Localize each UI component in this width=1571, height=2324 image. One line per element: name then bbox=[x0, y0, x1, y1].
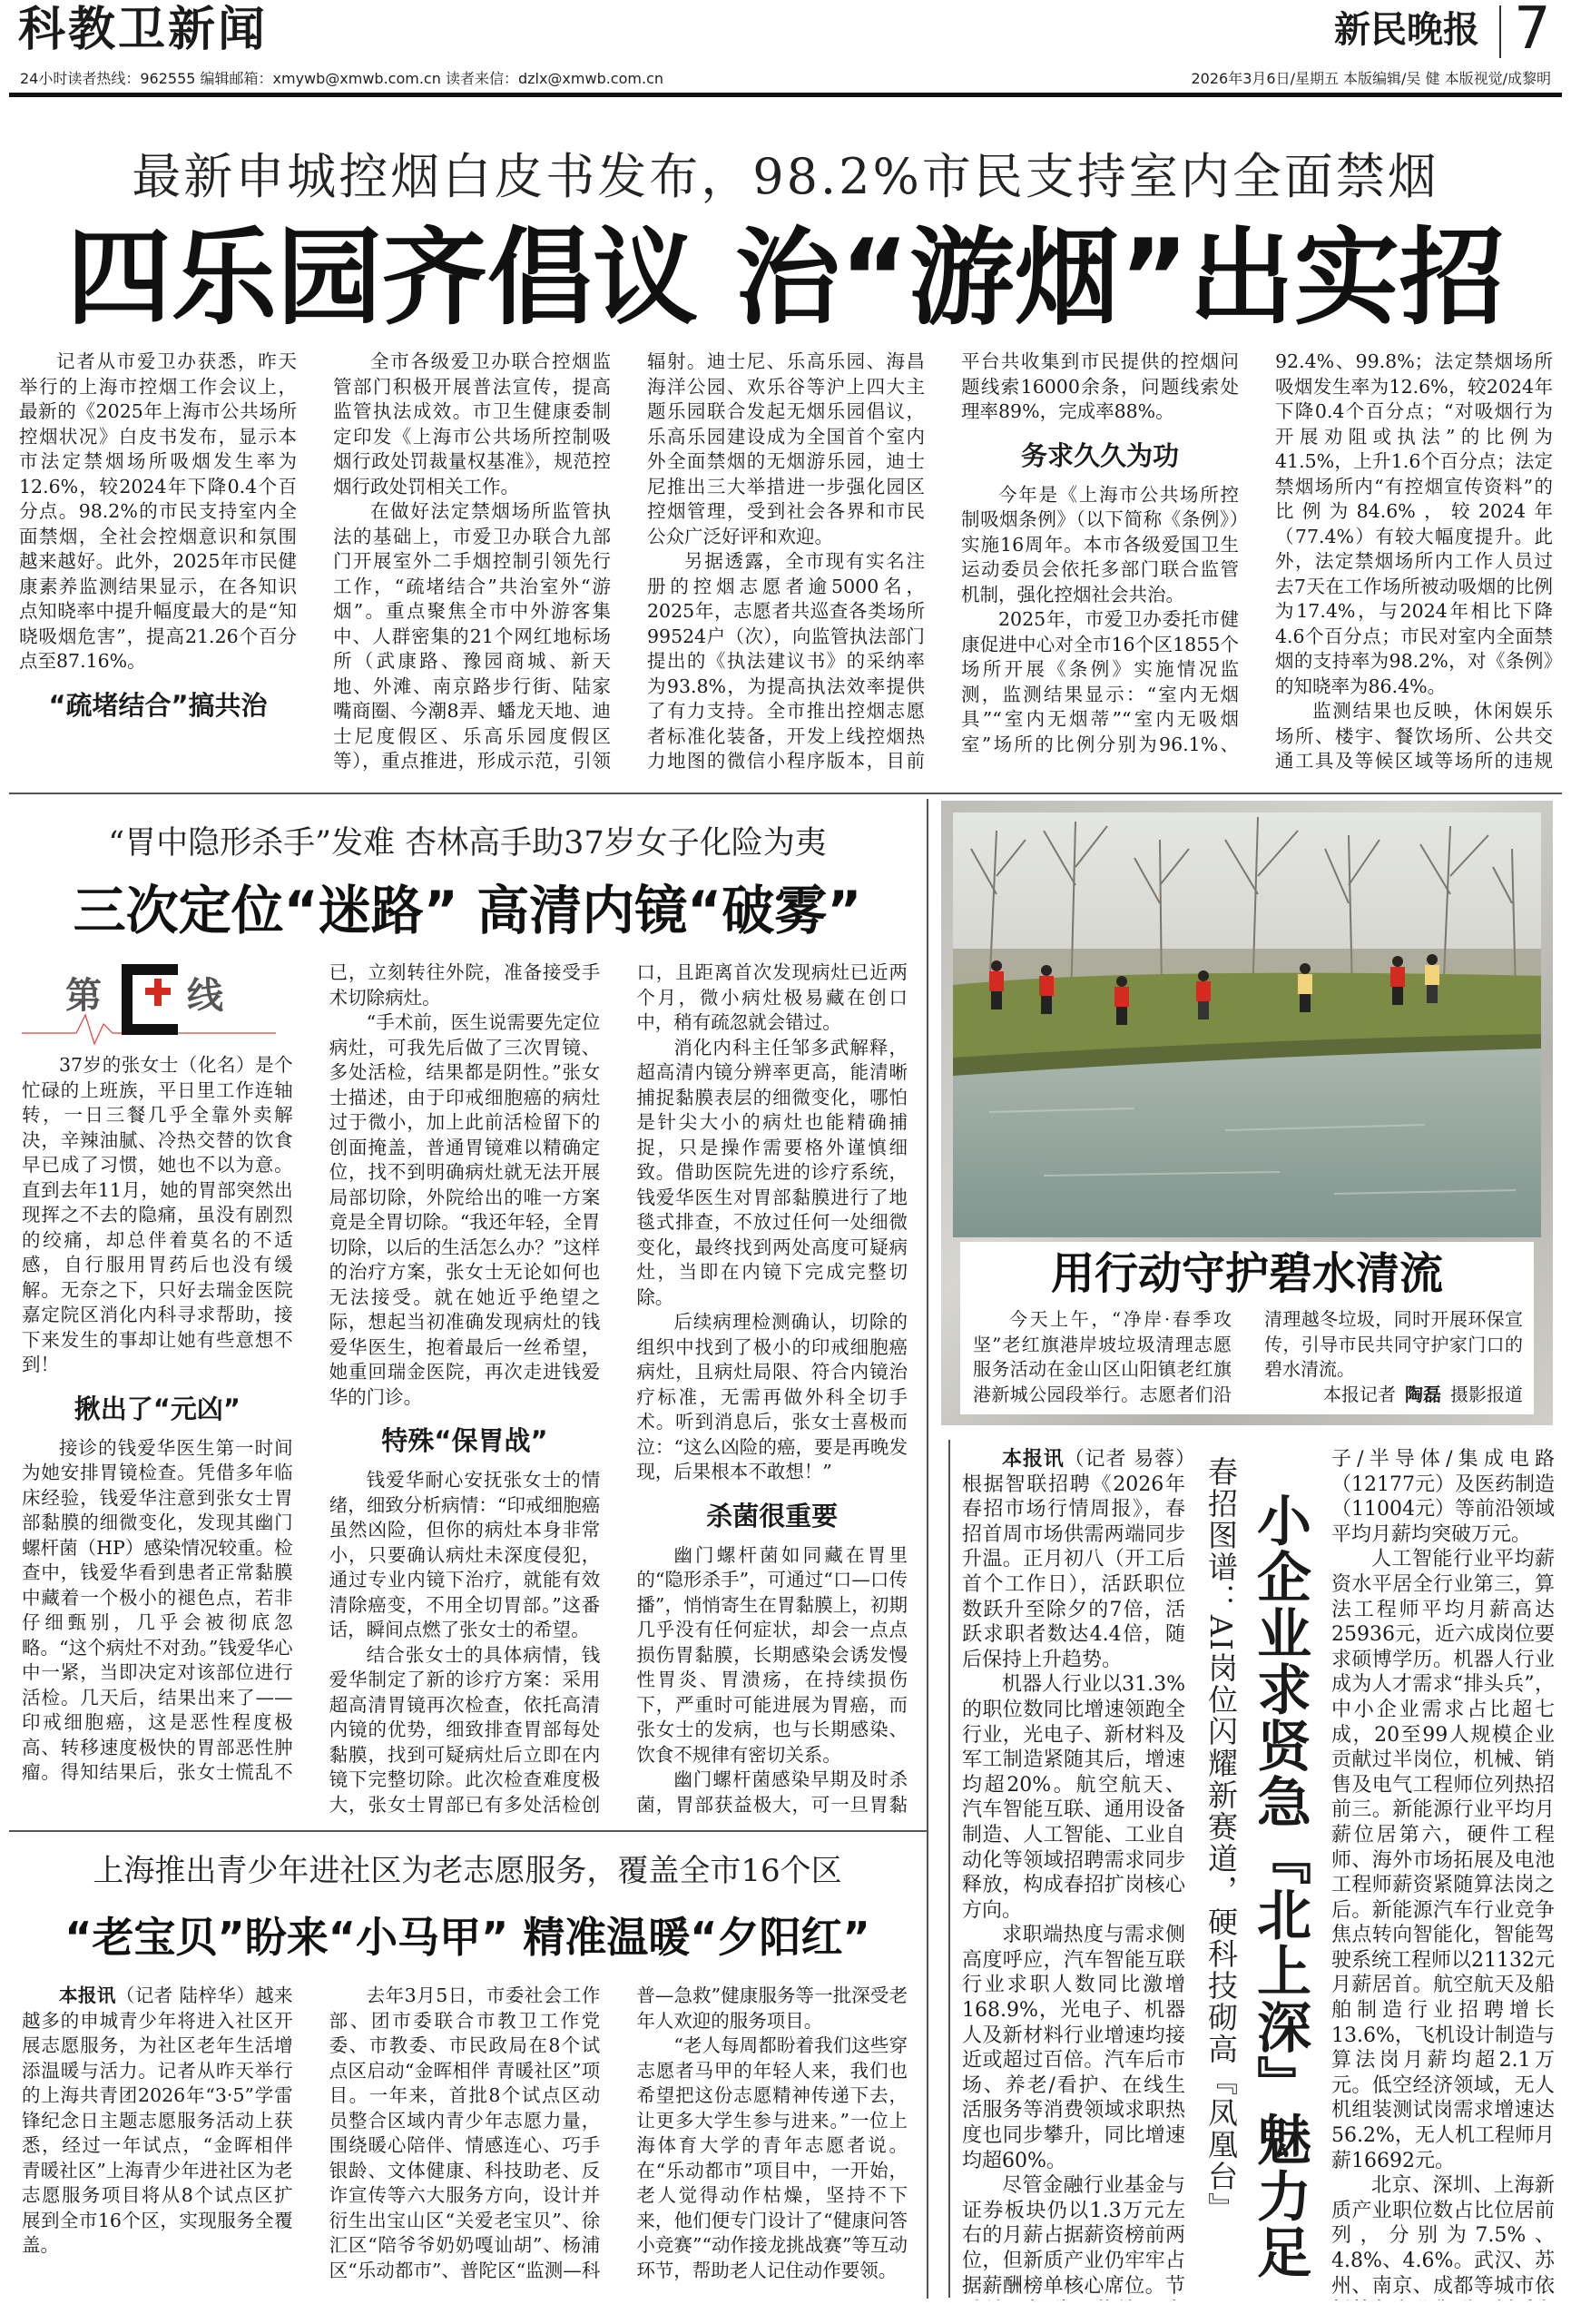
column-divider bbox=[927, 799, 928, 2299]
paragraph bbox=[962, 2173, 1185, 2300]
paragraph bbox=[1331, 2173, 1555, 2300]
dateline-lead: 本报讯 bbox=[59, 1984, 116, 2006]
paragraph bbox=[636, 1543, 908, 1768]
byline bbox=[1314, 1384, 1523, 1405]
paragraph bbox=[962, 1672, 1185, 1923]
paragraph bbox=[636, 1310, 908, 1485]
column-logo-text: 线 bbox=[187, 975, 223, 1017]
paragraph-text: 去年3月5日，市委社会工作部、团市委联合市教卫工作党委、市教委、市民政局在8个试点区启动“金晖相伴 青暖社区”项目。一年来，首批8个试点区动员整合区域内青少年志愿力量，围绕暖心陪伴、情感连心、巧手银龄、文体健康、科技助老、反诈宣传等六大服务方向，设计并衍生出宝山区“关爱老宝贝”、徐汇区“陪爷爷奶奶嘎讪胡”、杨浦区“乐动都市”、普陀区“监测—科普—急救”健康服务等一批深受老年人欢迎的服务项目。 bbox=[329, 1984, 908, 2281]
paragraph bbox=[333, 350, 611, 499]
paragraph bbox=[329, 1468, 601, 1643]
paragraph-text: 结合张女士的具体病情，钱爱华制定了新的诊疗方案：采用超高清胃镜再次检查，依托高清内镜的优势，细致排查胃部每处黏膜，找到可疑病灶后立即在内镜下完整切除。此次检查难度极大，张女士胃部已有多处活检创口，且距离首次发现病灶已近两个月，微小病灶极易藏在创口中，稍有疏忽就会错过。 bbox=[329, 961, 908, 1816]
subheading: 务求久久为功 bbox=[1020, 439, 1179, 471]
paragraph-text: 在做好法定禁烟场所监管执法的基础上，市爱卫办联合九部门开展室外二手烟控制引领先行工作，“疏堵结合”共治室外“游烟”。重点聚焦全市中外游客集中、人群密集的21个网红地标场所（武康路、豫园商城、新天地、外滩、南京路步行街、陆家嘴商圈、今潮8弄、蟠龙天地、迪士尼度假区、乐高乐园度假区等），重点推进，形成示范，引领辐射。迪士尼、乐高乐园、海昌海洋公园、欢乐谷等沪上四大主题乐园联合发起无烟乐园倡议，乐高乐园建设成为全国首个室内外全面禁烟的无烟游乐园，迪士尼推出三大举措进一步强化园区控烟管理，受到社会各界和市民公众广泛好评和欢迎。 bbox=[333, 350, 925, 772]
subheading: 特殊“保胃战” bbox=[381, 1425, 548, 1456]
paragraph bbox=[22, 1053, 293, 1378]
contact-line: 24小时读者热线：962555 编辑邮箱：xmywb@xmwb.com.cn 读者来信：dzlx@xmwb.com.cn bbox=[20, 70, 664, 87]
article-headline: “老宝贝”盼来“小马甲” 精准温暖“夕阳红” bbox=[64, 1913, 870, 1962]
paragraph-text: 接诊的钱爱华医生第一时间为她安排胃镜检查。凭借多年临床经验，钱爱华注意到张女士胃部黏膜的细微变化，发现其幽门螺杆菌（HP）感染情况较重。检查中，钱爱华看到患者正常黏膜中藏着一个极小的褪色点，若非仔细甄别，几乎会被彻底忽略。“这个病灶不对劲。”钱爱华心中一紧，当即决定对该部位进行活检。几天后，结果出来了——印戒细胞癌，这是恶性程度极高、转移速度极快的胃部恶性肿瘤。得知结果后，张女士慌乱不已，立刻转往外院，准备接受手术切除病灶。 bbox=[22, 961, 601, 1783]
subheading: 杀菌很重要 bbox=[706, 1500, 839, 1531]
paragraph bbox=[1331, 1547, 1555, 2173]
article-kicker: 最新申城控烟白皮书发布，98.2%市民支持室内全面禁烟 bbox=[132, 148, 1439, 205]
paragraph bbox=[962, 1447, 1185, 1672]
byline-part: 本报记者 bbox=[1323, 1383, 1396, 1405]
paragraph-text: 北京、深圳、上海新质产业职位数占比位居前列，分别为7.5%、4.8%、4.6%。武汉、苏州、南京、成都等城市依 bbox=[1331, 2174, 1555, 2298]
article-body bbox=[22, 1984, 908, 2301]
paragraph-text: 求职端热度与需求侧高度呼应，汽车智能互联行业求职人数同比激增168.9%，光电子、机器人及新材料行业增速均接近或超过百倍。汽车后市场、养老/看护、在线生活服务等消费领域求职热度也同步攀升，同比增速均超60%。 bbox=[962, 1924, 1185, 2172]
paragraph-text: 尽管金融行业基金与证券板块仍以1.3万元左右的月薪占据薪资榜前两位，但新质产业仍牢牢占据薪酬榜单核心席位。节 bbox=[962, 2174, 1185, 2298]
article-body-right bbox=[1331, 1447, 1555, 2300]
paragraph bbox=[636, 2034, 908, 2283]
paragraph-text: 37岁的张女士（化名）是个忙碌的上班族，平日里工作连轴转，一日三餐几乎全靠外卖解决，辛辣油腻、冷热交替的饮食早已成了习惯，她也不以为意。直到去年11月，她的胃部突然出现挥之不去的隐痛，虽没有剧烈的绞痛，却总伴着莫名的不适感，自行服用胃药后也没有缓解。无奈之下，只好去瑞金医院嘉定院区消化内科寻求帮助，接下来发生的事却让她有些意想不到！ bbox=[22, 1054, 293, 1375]
paragraph-text: 钱爱华耐心安抚张女士的情绪，细致分析病情：“印戒细胞癌虽然凶险，但你的病灶本身非常小，只要确认病灶未深度侵犯，通过专业内镜下治疗，就能有效清除癌变，不用全切胃部。”这番话，瞬间点燃了张女士的希望。 bbox=[329, 1469, 601, 1640]
paragraph bbox=[19, 350, 297, 675]
paragraph-text: 后续病理检测确认，切除的组织中找到了极小的印戒细胞癌病灶，且病灶局限、符合内镜治疗标准，无需再做外科全切手术。听到消息后，张女士喜极而泣：“这么凶险的癌，要是再晚发现，后果根本不敢想！” bbox=[636, 1311, 908, 1482]
paragraph-text: （记者 陆梓华）越来越多的申城青少年将进入社区开展志愿服务，为社区老年生活增添温暖与活力。记者从昨天举行的上海共青团2026年“3·5”学雷锋纪念日主题志愿服务活动上获悉，经过一年试点，“金晖相伴 青暖社区”上海青少年进社区为老志愿服务项目将从8个试点区扩展到全市16个区，实现服务全覆盖。 bbox=[22, 1984, 293, 2256]
subheading: “疏堵结合”搞共治 bbox=[48, 689, 268, 721]
date-line: 2026年3月6日/星期五 本版编辑/吴 健 本版视觉/成黎明 bbox=[1191, 70, 1551, 87]
column-divider bbox=[948, 1440, 950, 2298]
photo-river-cleanup bbox=[953, 812, 1541, 1237]
article-kicker: 上海推出青少年进社区为老志愿服务，覆盖全市16个区 bbox=[93, 1853, 842, 1889]
masthead-rule bbox=[9, 93, 1562, 97]
byline-part: 陶磊 bbox=[1405, 1383, 1441, 1405]
page-number: 7 bbox=[1514, 0, 1551, 63]
subheading: 揪出了“元凶” bbox=[74, 1393, 241, 1424]
paragraph bbox=[636, 1036, 908, 1311]
paragraph-text: “手术前，医生说需要先定位病灶，可我先后做了三次胃镜、多处活检，结果都是阴性。”张女士描述，由于印戒细胞癌的病灶过于微小，加上此前活检留下的创面掩盖，普通胃镜难以精确定位，找不到明确病灶就无法开展局部切除，外院给出的唯一方案竟是全胃切除。“我还年轻，全胃切除，以后的生活怎么办？”这样的治疗方案，张女士无论如何也无法接受。就在她近乎绝望之际，想起当初准确发现病灶的钱爱华医生，抱着最后一丝希望，她重回瑞金医院，再次走进钱爱华的门诊。 bbox=[329, 1011, 601, 1408]
newspaper-name: 新民晚报 bbox=[1334, 9, 1479, 51]
photo-caption-text bbox=[973, 1307, 1523, 1409]
paragraph-text: 幽门螺杆菌如同藏在胃里的“隐形杀手”，可通过“口—口传播”，悄悄寄生在胃黏膜上，初期几乎没有任何症状，却会一点点损伤胃黏膜，长期感染会诱发慢性胃炎、胃溃疡，在持续损伤下，严重时可能进展为胃癌，而张女士的发病，也与长期感染、饮食不规律有密切关系。 bbox=[636, 1543, 908, 1766]
column-logo-text: 第 bbox=[65, 975, 102, 1017]
column-logo-mark bbox=[22, 960, 276, 1048]
paragraph-text: （记者 易蓉）根据智联招聘《2026年春招市场行情周报》，春招首周市场供需两端同步升温。正月初八（开工后首个工作日），活跃职位数跃升至除夕的7倍，活跃求职者数达4.4倍，随后保持上升趋势。 bbox=[962, 1448, 1185, 1671]
byline-line bbox=[1264, 1383, 1523, 1408]
article-body bbox=[19, 350, 1553, 781]
paragraph-text: 机器人行业以31.3%的职位数同比增速领跑全行业，光电子、新材料及军工制造紧随其后，增速均超20%。航空航天、汽车智能互联、通用设备制造、人工智能、工业自动化等领域招聘需求同步释放，构成春招扩岗核心方向。 bbox=[962, 1673, 1185, 1922]
article-subheadline: 春招图谱：AI岗位闪耀新赛道，硬科技砌高『凤凰台』 bbox=[1203, 1456, 1239, 2224]
column-logo bbox=[22, 960, 293, 1048]
paragraph-text: “老人每周都盼着我们这些穿志愿者马甲的年轻人来，我们也希望把这份志愿精神传递下去，让更多大学生参与进来。”一位上海体育大学的青年志愿者说。在“乐动都市”项目中，一开始，老人觉得动作枯燥，坚持不下来，他们便专门设计了“健康问答小竞赛”“动作接龙挑战赛”等互动环节，帮助老人记住动作要领。 bbox=[636, 2034, 908, 2281]
paragraph-text: 记者从市爱卫办获悉，昨天举行的上海市控烟工作会议上，最新的《2025年上海市公共场所控烟状况》白皮书发布，显示本市法定禁烟场所吸烟发生率为12.6%，较2024年下降0.4个百分点。98.2%的市民支持室内全面禁烟，全社会控烟意识和氛围越来越好。此外，2025年市民健康素养监测结果显示，在各知识点知晓率中提升幅度最大的是“知晓吸烟危害”，提高21.26个百分点至87.16%。 bbox=[19, 350, 297, 672]
paragraph bbox=[962, 1923, 1185, 2173]
paragraph-text: 子/半导体/集成电路（12177元）及医药制造（11004元）等前沿领域平均月薪均突破万元。 bbox=[1331, 1448, 1555, 1546]
article-kicker: “胃中隐形杀手”发难 杏林高手助37岁女子化险为夷 bbox=[108, 825, 827, 862]
dateline-lead: 本报讯 bbox=[1002, 1448, 1065, 1471]
photo-headline: 用行动守护碧水清流 bbox=[1050, 1248, 1443, 1299]
article-headline: 四乐园齐倡议 治“游烟”出实招 bbox=[66, 217, 1505, 340]
paragraph-text: 人工智能行业平均薪资水平居全行业第三，算法工程师平均月薪高达25936元，近六成岗位要求硕博学历。机器人行业成为人才需求“排头兵”，中小企业需求占比超七成，20至99人规模企业贡献过半岗位，机械、销售及电气工程师位列热招前三。新能源行业平均月薪位居第六，硬件工程师、海外市场拓展及电池工程师薪资紧随算法岗之后。新能源汽车行业竞争焦点转向智能化，智能驾驶系统工程师以21132元月薪居首。航空航天及船舶制造行业招聘增长13.6%，飞机设计制造与算法岗月薪均超2.1万元。低空经济领域，无人机组装测试岗需求增速达56.2%，无人机工程师月薪16692元。 bbox=[1331, 1548, 1555, 2172]
paragraph-text: 全市各级爱卫办联合控烟监管部门积极开展普法宣传，提高监管执法成效。市卫生健康委制定印发《上海市公共场所控制吸烟行政处罚裁量权基准》，规范控烟行政处罚相关工作。 bbox=[333, 350, 611, 497]
section-divider bbox=[9, 793, 1562, 794]
paragraph-text: 另据透露，全市现有实名注册的控烟志愿者逾5000名，2025年，志愿者共巡查各类场所99524户（次），向监管执法部门提出的《执法建议书》的采纳率为93.8%，为提高执法效率提供了有力支持。全市推出控烟志愿者标准化装备，开发上线控烟热力地图的微信小程序版本，目前平台共收集到市民提供的控烟问题线索16000余条，问题线索处理率89%，完成率88%。 bbox=[647, 350, 1239, 772]
article-headline: 小企业求贤急『北上深』魅力足 bbox=[1248, 1492, 1311, 2280]
article-headline: 三次定位“迷路” 高清内镜“破雾” bbox=[73, 880, 862, 941]
paragraph-text: 监测结果也反映，休闲娱乐场所、楼宇、餐饮场所、公共交通工具及等候区域等场所的违规 bbox=[1275, 700, 1553, 772]
masthead-divider bbox=[1499, 5, 1501, 58]
byline-part: 摄影报道 bbox=[1450, 1383, 1523, 1405]
paragraph-text: 2025年，市爱卫办委托市健康促进中心对全市16个区1855个场所开展《条例》实施情况监测，监测结果显示：“室内无烟具”“室内无烟蒂”“室内无吸烟室”场所的比例分别为96.1%、92.4%、99.8%；法定禁烟场所吸烟发生率为12.6%，较2024年下降0.4个百分点；“对吸烟行为开展劝阻或执法”的比例为41.5%，上升1.6个百分点；法定禁烟场所内“有控烟宣传资料”的比例为84.6%，较2024年（77.4%）有较大幅度提升。此外，法定禁烟场所内工作人员过去7天在工作场所被动吸烟的比例为17.4%，与2024年相比下降4.6个百分点；市民对室内全面禁烟的支持率为98.2%，对《条例》的知晓率为86.4%。 bbox=[961, 350, 1553, 755]
section-title: 科教卫新闻 bbox=[18, 3, 269, 57]
paragraph bbox=[329, 1010, 601, 1410]
paragraph bbox=[961, 483, 1239, 608]
paragraph-text: 今天上午，“净岸·春季攻坚”老红旗港岸坡垃圾清理志愿服务活动在金山区山阳镇老红旗港新城公园段举行。志愿者们沿清理越冬垃圾，同时开展环保宣传，引导市民共同守护家门口的碧水清流。 bbox=[973, 1308, 1523, 1405]
paragraph-text: 幽门螺杆菌感染早期及时杀菌，胃部获益极大，可一旦胃黏 bbox=[636, 1768, 908, 1816]
article-body-left bbox=[962, 1447, 1185, 2300]
paragraph bbox=[22, 1984, 293, 2259]
paragraph-text: 今年是《上海市公共场所控制吸烟条例》（以下简称《条例》）实施16周年。本市各级爱国卫生运动委员会依托多部门联合监管机制，强化控烟社会共治。 bbox=[961, 483, 1239, 606]
article-body bbox=[22, 960, 908, 1823]
paragraph bbox=[1331, 1447, 1555, 1547]
paragraph-text: 消化内科主任邹多武解释，超高清内镜分辨率更高，能清晰捕捉黏膜表层的细微变化，哪怕是针尖大小的病灶也能精确捕捉，只是操作需要格外谨慎细致。借助医院先进的诊疗系统，钱爱华医生对胃部黏膜进行了地毯式排查，不放过任何一处细微变化，最终找到两处高度可疑病灶，当即在内镜下完成完整切除。 bbox=[636, 1036, 908, 1308]
section-divider bbox=[9, 1830, 927, 1832]
